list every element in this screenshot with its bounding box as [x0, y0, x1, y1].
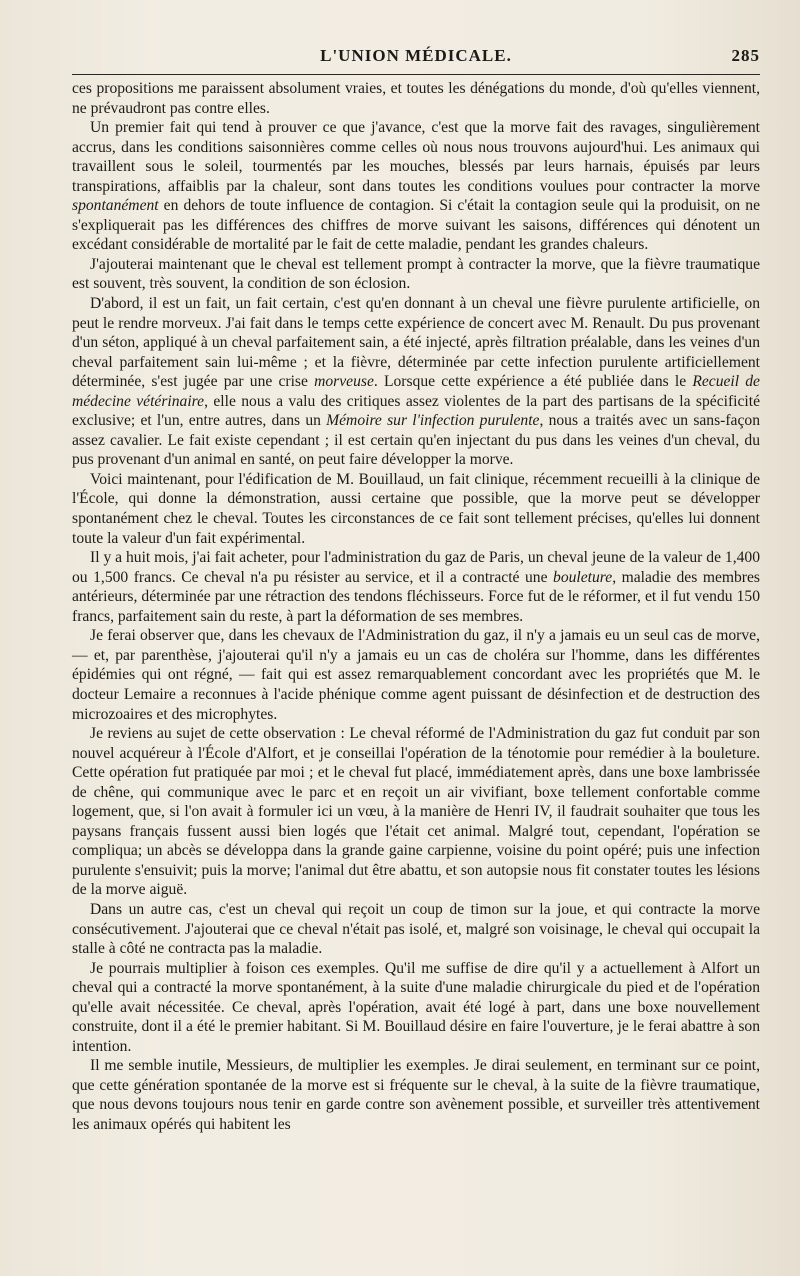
- text-run: Il y a huit mois, j'ai fait acheter, pour l'administration du gaz de Paris, un cheval jeune de la valeur de 1,400 ou 1,500 francs. Ce cheval n'a pu résister au service, et il a contracté une: [72, 549, 760, 586]
- paragraph: [72, 294, 760, 470]
- text-run: Dans un autre cas, c'est un cheval qui reçoit un coup de timon sur la joue, et qui contracte la morve consécutivement. J'ajouterai que ce cheval n'était pas isolé, et, malgré son voisinage, le cheval qui occupait la stalle à côté ne contracta pas la maladie.: [72, 900, 760, 958]
- italic-text: morveuse: [314, 373, 374, 391]
- header-rule: [72, 74, 760, 75]
- italic-text: spontanément: [72, 197, 159, 215]
- text-run: , elle nous a valu des critiques assez violentes de la part des partisans de la spécificité exclusive; et l'un, entre autres, dans un: [72, 392, 760, 430]
- text-run: Je pourrais multiplier à foison ces exemples. Qu'il me suffise de dire qu'il y a actuellement à Alfort un cheval qui a contracté la morve spontanément, à la suite d'une maladie chirurgicale du pied et de l'opération qu'elle avait nécessitée. Ce cheval, après l'opération, avait été logé à part, dans une boxe nouvellement construite, dont il a été le premier habitant. Si M. Bouillaud désire en faire l'ouverture, je le ferai abattre à son intention.: [72, 959, 760, 1055]
- italic-text: bouleture: [553, 568, 613, 586]
- paragraph: [72, 118, 760, 255]
- text-run: D'abord, il est un fait, un fait certain, c'est qu'en donnant à un cheval une fièvre purulente artificielle, on peut le rendre morveux. J'ai fait dans le temps cette expérience de concert avec M. Renault. Du pus provenant d'un séton, appliqué à un cheval parfaitement sain, a été injecté, après filtration préalable, dans les veines d'un cheval parfaitement sain lui-même ; et la fièvre, déterminée par cette infection purulente artificiellement déterminée, s'est jugée par une crise: [72, 295, 760, 391]
- text-run: Un premier fait qui tend à prouver ce que j'avance, c'est que la morve fait des ravages, singulièrement accrus, dans les conditions saisonnières comme celles où nous nous trouvons aujourd'hui. Les animaux qui travaillent sous le soleil, tourmentés par les mouches, blessés par leurs harnais, épuisés par leurs transpirations, affaiblis par la chaleur, sont dans toutes les conditions voulues pour contracter la morve: [72, 119, 760, 195]
- paragraph: [72, 959, 760, 1057]
- text-run: Je ferai observer que, dans les chevaux de l'Administration du gaz, il n'y a jamais eu un seul cas de morve, — et, par parenthèse, j'ajouterai qu'il n'y a jamais eu un cas de choléra sur l'homme, dans les différentes épidémies qui ont régné, — fait qui est assez remarquablement concordant avec les propriétés que M. le docteur Lemaire a reconnues à l'acide phénique comme agent puissant de désinfection et de destruction des microzoaires et des microphytes.: [72, 627, 760, 723]
- italic-text: Recueil de médecine vétérinaire: [72, 373, 760, 410]
- text-run: en dehors de toute influence de contagion. Si c'était la contagion seule qui la produisit, on ne s'expliquerait pas les différences des chiffres de morve suivant les saisons, différences qui dénotent un excédant considérable de mortalité par le fait de cette maladie, pendant les grandes chaleurs.: [72, 197, 760, 254]
- paragraph: [72, 79, 760, 118]
- text-run: Voici maintenant, pour l'édification de M. Bouillaud, un fait clinique, récemment recueilli à la clinique de l'École, qui donne la démonstration, aussi certaine que possible, que la morve peut se développer spontanément chez le cheval. Toutes les circonstances de ce fait sont tellement précises, qu'elles lui donnent toute la valeur d'un fait expérimental.: [72, 470, 760, 547]
- italic-text: Mémoire sur l'infection purulente: [326, 412, 540, 430]
- paragraph: [72, 255, 760, 294]
- text-run: ces propositions me paraissent absolument vraies, et toutes les dénégations du monde, d'où qu'elles viennent, ne prévaudront pas contre elles.: [72, 80, 760, 117]
- paragraph: [72, 1056, 760, 1134]
- text-run: , maladie des membres antérieurs, déterminée par une rétraction des tendons fléchisseurs. Force fut de le réformer, et il fut vendu 150 francs, parfaitement sain du reste, à part la déformation de ses membres.: [72, 568, 760, 625]
- text-run: Je reviens au sujet de cette observation : Le cheval réformé de l'Administration du gaz fut conduit par son nouvel acquéreur à l'École d'Alfort, et je conseillai l'opération de la ténotomie pour remédier à la bouleture. Cette opération fut pratiquée par moi ; et le cheval fut placé, immédiatement après, dans une boxe lambrissée de chêne, qui communique avec le parc et en reçoit un air vivifiant, boxe tellement confortable comme logement, que, si l'on avait à formuler ici un vœu, à la manière de Henri IV, il faudrait souhaiter que tous les paysans français fussent aussi bien logés que l'était cet animal. Malgré tout, cependant, l'opération se compliqua; un abcès se développa dans la grande gaine carpienne, voisine du point opéré; puis une infection purulente s'ensuivit; puis la morve; l'animal dut être abattu, et son autopsie nous fit constater toutes les lésions de la morve aiguë.: [72, 725, 760, 899]
- paragraph: [72, 548, 760, 626]
- text-run: , nous a traités avec un sans-façon assez cavalier. Le fait existe cependant ; il est certain qu'en injectant du pus dans les veines d'un cheval, du pus provenant d'un animal en santé, on peut faire développer la morve.: [72, 412, 760, 469]
- paragraph: [72, 900, 760, 959]
- paragraph: [72, 724, 760, 900]
- text-run: J'ajouterai maintenant que le cheval est tellement prompt à contracter la morve, que la fièvre traumatique est souvent, très souvent, la condition de son éclosion.: [72, 255, 760, 293]
- paragraph: [72, 626, 760, 724]
- text-run: . Lorsque cette expérience a été publiée dans le: [373, 373, 693, 391]
- paragraph: [72, 470, 760, 548]
- article-body: [72, 79, 760, 1135]
- text-run: Il me semble inutile, Messieurs, de multiplier les exemples. Je dirai seulement, en terminant sur ce point, que cette génération spontanée de la morve est si fréquente sur le cheval, à la suite de la fièvre traumatique, que nous devons toujours nous tenir en garde contre son avènement possible, et surveiller très attentivement les animaux opérés qui habitent les: [72, 1057, 760, 1133]
- running-header: [72, 40, 760, 70]
- journal-title: L'UNION MÉDICALE.: [320, 46, 512, 65]
- page-number: 285: [731, 46, 760, 65]
